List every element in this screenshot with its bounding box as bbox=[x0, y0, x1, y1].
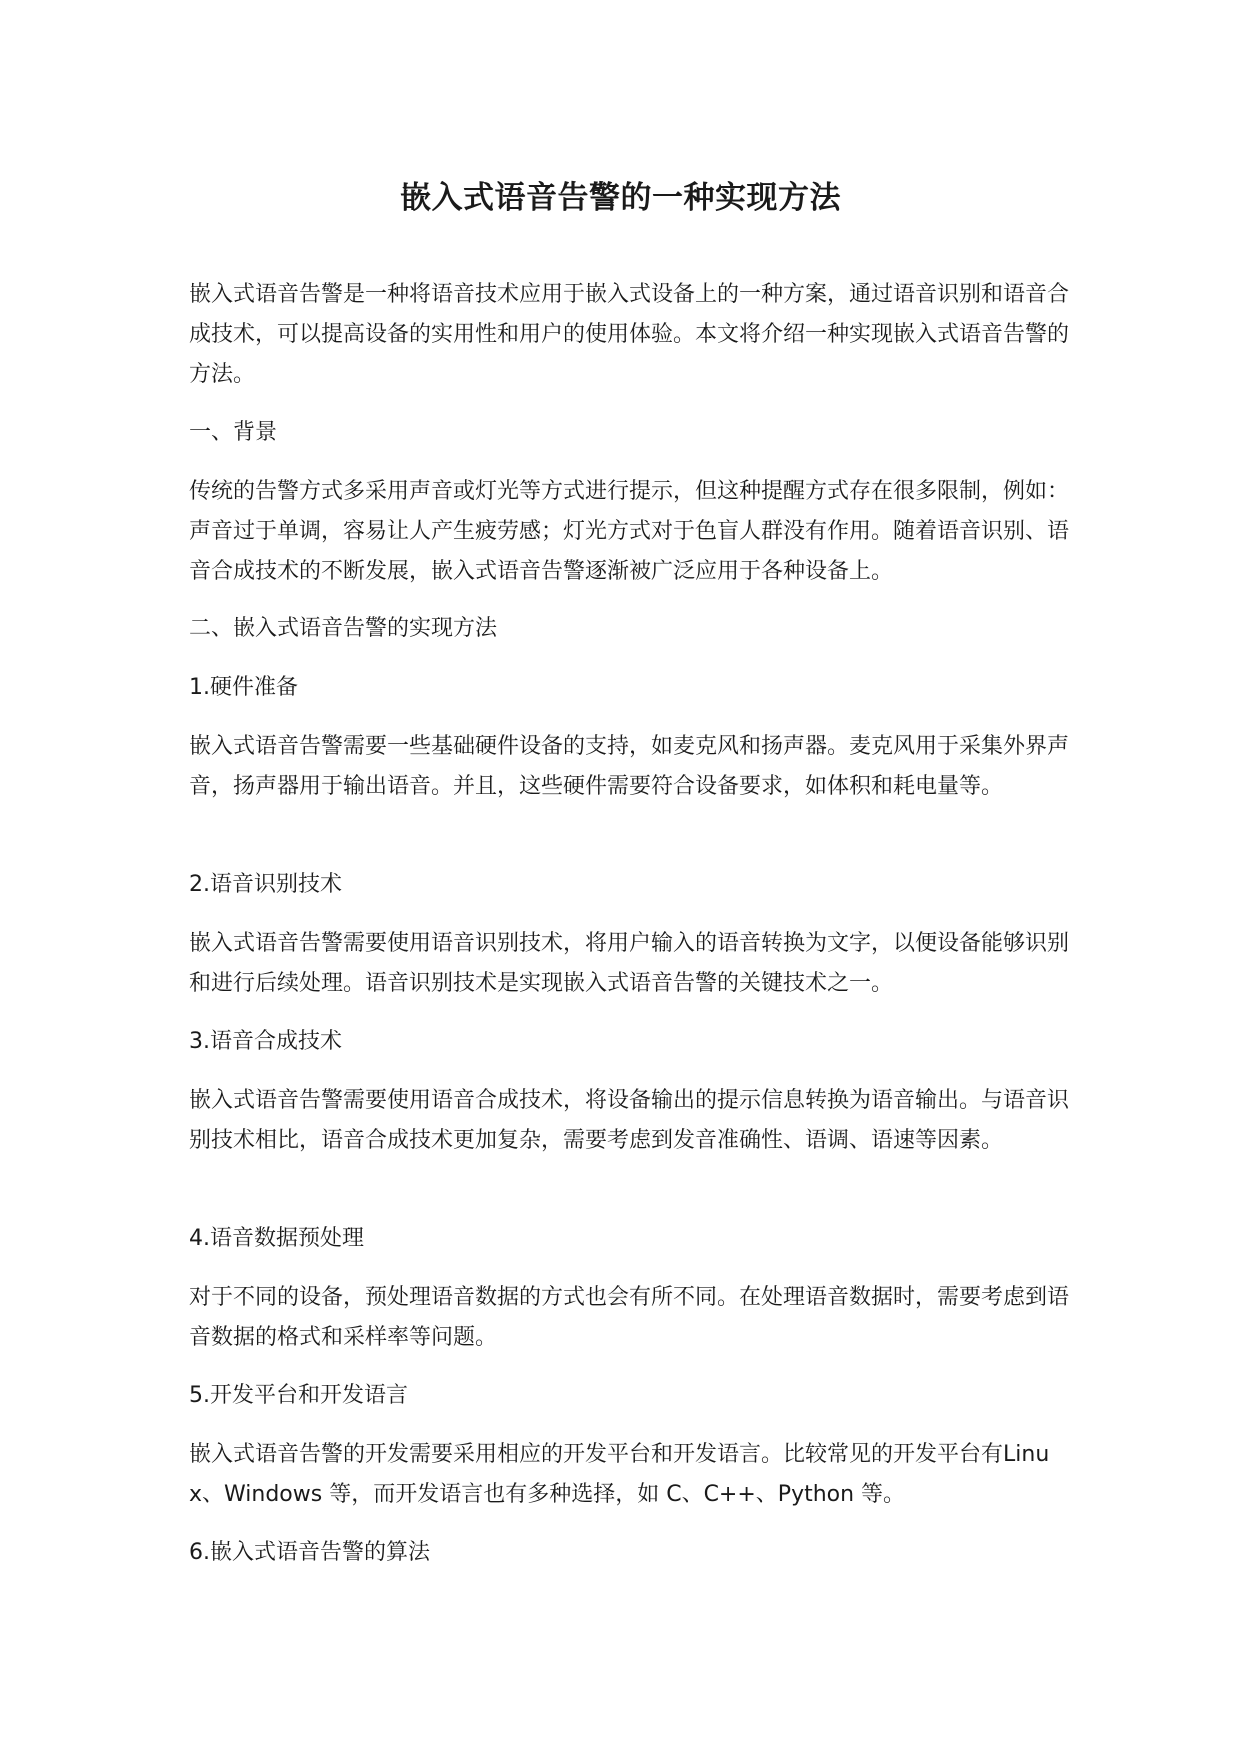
page-title: 嵌入式语音告警的一种实现方法 bbox=[400, 180, 841, 216]
section-heading-background: 一、背景 bbox=[189, 420, 278, 445]
hardware-paragraph: 嵌入式语音告警需要一些基础硬件设备的支持，如麦克风和扬声器。麦克风用于采集外界声音，扬声器用于输出语音。并且，这些硬件需要符合设备要求，如体积和耗电量等。 bbox=[189, 734, 1070, 799]
intro-paragraph: 嵌入式语音告警是一种将语音技术应用于嵌入式设备上的一种方案，通过语音识别和语音合成技术，可以提高设备的实用性和用户的使用体验。本文将介绍一种实现嵌入式语音告警的方法。 bbox=[189, 282, 1070, 387]
subheading-platform: 5.开发平台和开发语言 bbox=[189, 1383, 408, 1408]
section-heading-implementation: 二、嵌入式语音告警的实现方法 bbox=[189, 616, 498, 641]
platform-paragraph: 嵌入式语音告警的开发需要采用相应的开发平台和开发语言。比较常见的开发平台有Linux、Windows 等，而开发语言也有多种选择，如 C、C++、Python 等。 bbox=[189, 1442, 1050, 1507]
preprocessing-paragraph: 对于不同的设备，预处理语音数据的方式也会有所不同。在处理语音数据时，需要考虑到语音数据的格式和采样率等问题。 bbox=[189, 1285, 1070, 1350]
subheading-hardware: 1.硬件准备 bbox=[189, 675, 298, 700]
background-paragraph: 传统的告警方式多采用声音或灯光等方式进行提示，但这种提醒方式存在很多限制，例如：声音过于单调，容易让人产生疲劳感；灯光方式对于色盲人群没有作用。随着语音识别、语音合成技术的不断发展，嵌入式语音告警逐渐被广泛应用于各种设备上。 bbox=[189, 479, 1070, 584]
speech-recognition-paragraph: 嵌入式语音告警需要使用语音识别技术，将用户输入的语音转换为文字，以便设备能够识别和进行后续处理。语音识别技术是实现嵌入式语音告警的关键技术之一。 bbox=[189, 931, 1070, 996]
subheading-speech-recognition: 2.语音识别技术 bbox=[189, 872, 342, 897]
subheading-algorithm: 6.嵌入式语音告警的算法 bbox=[189, 1540, 430, 1565]
subheading-preprocessing: 4.语音数据预处理 bbox=[189, 1226, 364, 1251]
speech-synthesis-paragraph: 嵌入式语音告警需要使用语音合成技术，将设备输出的提示信息转换为语音输出。与语音识别技术相比，语音合成技术更加复杂，需要考虑到发音准确性、语调、语速等因素。 bbox=[189, 1088, 1070, 1153]
subheading-speech-synthesis: 3.语音合成技术 bbox=[189, 1029, 342, 1054]
